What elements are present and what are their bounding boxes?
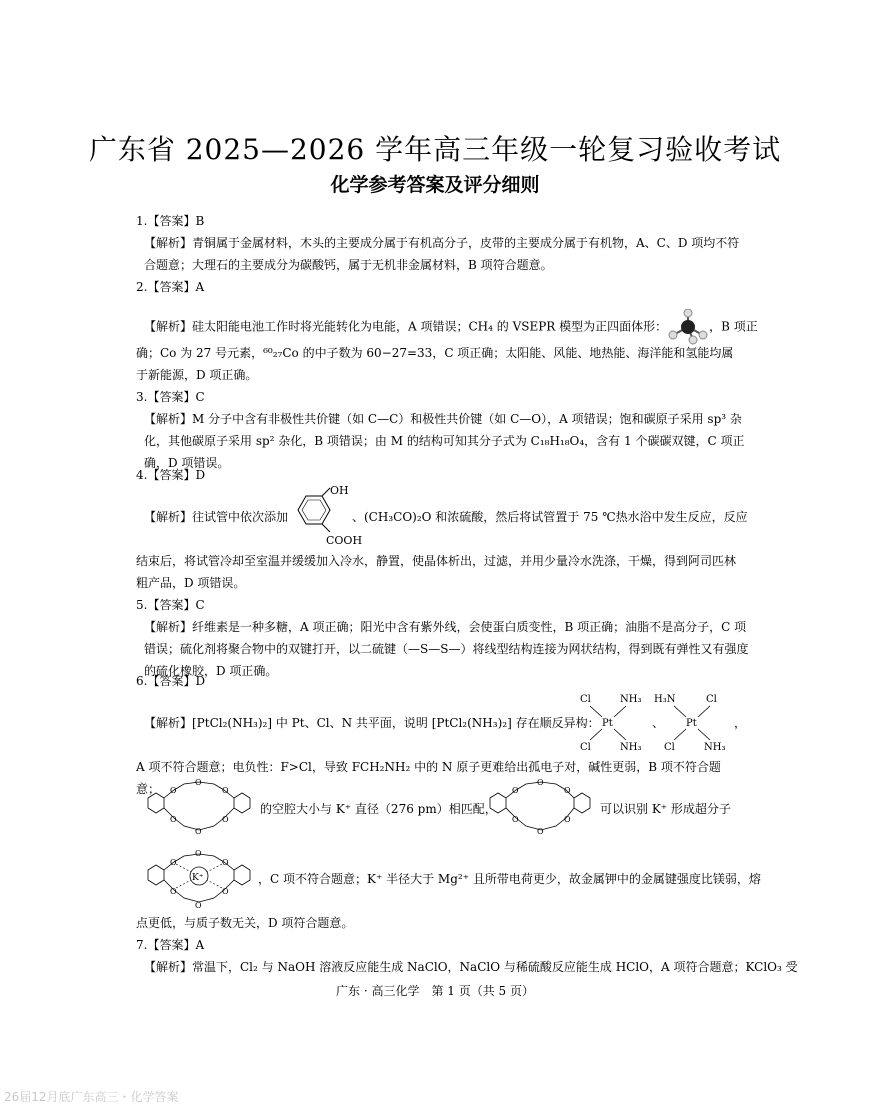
svg-text:O: O [195,778,202,787]
page-subtitle: 化学参考答案及评分细则 [330,174,540,196]
page-title: 广东省 2025—2026 学年高三年级一轮复习验收考试 [88,133,782,166]
svg-text:O: O [170,887,177,896]
svg-text:NH₃: NH₃ [620,694,642,705]
svg-text:O: O [537,827,544,836]
svg-text:O: O [564,815,571,824]
svg-text:K⁺: K⁺ [192,873,204,883]
svg-text:O: O [564,786,571,795]
crown-ether-k-complex-structure [140,846,258,912]
q2-answer: 2.【答案】A [136,280,205,294]
q6-answer: 6.【答案】D [136,674,206,688]
svg-text:O: O [222,858,229,867]
svg-text:O: O [222,815,229,824]
q2-exp-b: ，B 项正 [709,319,758,334]
q6-comma: ， [734,716,747,730]
svg-text:O: O [222,887,229,896]
svg-text:O: O [170,858,177,867]
svg-text:Cl: Cl [664,742,675,752]
oh-label: OH [330,484,349,497]
watermark: 26届12月底广东高三・化学答案 [4,1090,179,1104]
q6-exp-a: 【解析】[PtCl₂(NH₃)₂] 中 Pt、Cl、N 共平面，说明 [PtCl₂(NH₃)₂] 存在顺反异构： [144,716,600,730]
crown-ether-structure-1 [140,776,258,840]
svg-text:O: O [195,849,202,858]
q6-exp-c: 的空腔大小与 K⁺ 直径（276 pm）相匹配， [260,802,497,816]
q4-explanation-line1 [144,506,288,528]
q6-exp-f: 点更低，与质子数无关，D 项符合题意。 [136,916,354,930]
q7-explanation: 【解析】常温下，Cl₂ 与 NaOH 溶液反应能生成 NaClO，NaClO 与稀硫酸反应能生成 HClO，A 项符合题意；KClO₃ 受 [144,960,798,974]
crown-ether-structure-2 [484,776,598,840]
q1-answer: 1.【答案】B [136,214,205,228]
svg-text:Pt: Pt [602,718,613,729]
trans-ptcl2nh3-structure [654,690,732,752]
page-footer: 广东 · 高三化学 第 1 页（共 5 页） [336,984,534,998]
q4-answer: 4.【答案】D [136,468,206,482]
svg-text:O: O [170,815,177,824]
svg-text:H₃N: H₃N [654,694,676,705]
q6-sep: 、 [652,716,665,730]
q6-exp-e: ，C 项不符合题意；K⁺ 半径大于 Mg²⁺ 且所带电荷更少，故金属钾中的金属键强度比镁弱，熔 [258,872,761,886]
q3-answer: 3.【答案】C [136,390,205,404]
q7-answer: 7.【答案】A [136,938,205,952]
q4-exp-a: 【解析】往试管中依次添加 [144,510,289,524]
svg-text:O: O [537,778,544,787]
q4-exp-b: 、(CH₃CO)₂O 和浓硫酸，然后将试管置于 75 ℃热水浴中发生反应，反应 [352,510,748,524]
q1-explanation: 【解析】青铜属于金属材料，木头的主要成分属于有机高分子，皮带的主要成分属于有机物，A、C、D 项均不符合题意；大理石的主要成分为碳酸钙，属于无机非金属材料，B 项符合题意。 [144,236,740,272]
svg-text:NH₃: NH₃ [620,742,642,752]
q2-explanation-line2: 确；Co 为 27 号元素，⁶⁰₂₇Co 的中子数为 60−27=33，C 项正确；太阳能、风能、地热能、海洋能和氢能均属于新能源，D 项正确。 [136,346,734,382]
svg-text:O: O [222,786,229,795]
svg-text:O: O [512,815,519,824]
cooh-label: COOH [326,534,363,547]
ch4-model-image [667,309,709,345]
q4-explanation-line2: 结束后，将试管冷却至室温并缓缓加入冷水，静置，使晶体析出，过滤，并用少量冷水洗涤，干燥，得到阿司匹林粗产品，D 项错误。 [136,554,737,590]
q5-explanation: 【解析】纤维素是一种多糖，A 项正确；阳光中含有紫外线，会使蛋白质变性，B 项正确；油脂不是高分子，C 项错误；硫化剂将聚合物中的双键打开，以二硫键（—S—S—）将线型结构连接为网状结构，得到既有弹性又有强度的硫化橡胶，D 项正确。 [144,620,749,678]
q5-answer: 5.【答案】C [136,598,205,612]
svg-text:Cl: Cl [580,694,591,705]
svg-text:O: O [512,786,519,795]
q2-explanation-line1 [136,309,758,345]
cis-ptcl2nh3-structure [576,690,646,752]
q2-exp-a: 【解析】硅太阳能电池工作时将光能转化为电能，A 项错误；CH₄ 的 VSEPR 模型为正四面体形： [144,319,668,334]
q6-exp-d: 可以识别 K⁺ 形成超分子 [600,802,731,816]
svg-text:Pt: Pt [686,718,697,729]
svg-text:Cl: Cl [580,742,591,752]
svg-text:O: O [195,901,202,910]
svg-text:O: O [170,786,177,795]
q3-explanation: 【解析】M 分子中含有非极性共价键（如 C—C）和极性共价键（如 C—O），A 项错误；饱和碳原子采用 sp³ 杂化，其他碳原子采用 sp² 杂化，B 项错误；由 M 的结构可知其分子式为 C₁₈H₁₈O₄，含有 1 个碳碳双键，C 项正确，D 项错误。 [144,412,745,470]
svg-text:Cl: Cl [706,694,717,705]
q6-explanation-line2: A 项不符合题意；电负性：F>Cl，导致 FCH₂NH₂ 中的 N 原子更难给出孤电子对，碱性更弱，B 项不符合题意； [136,760,721,796]
svg-text:NH₃: NH₃ [704,742,726,752]
svg-text:O: O [195,827,202,836]
